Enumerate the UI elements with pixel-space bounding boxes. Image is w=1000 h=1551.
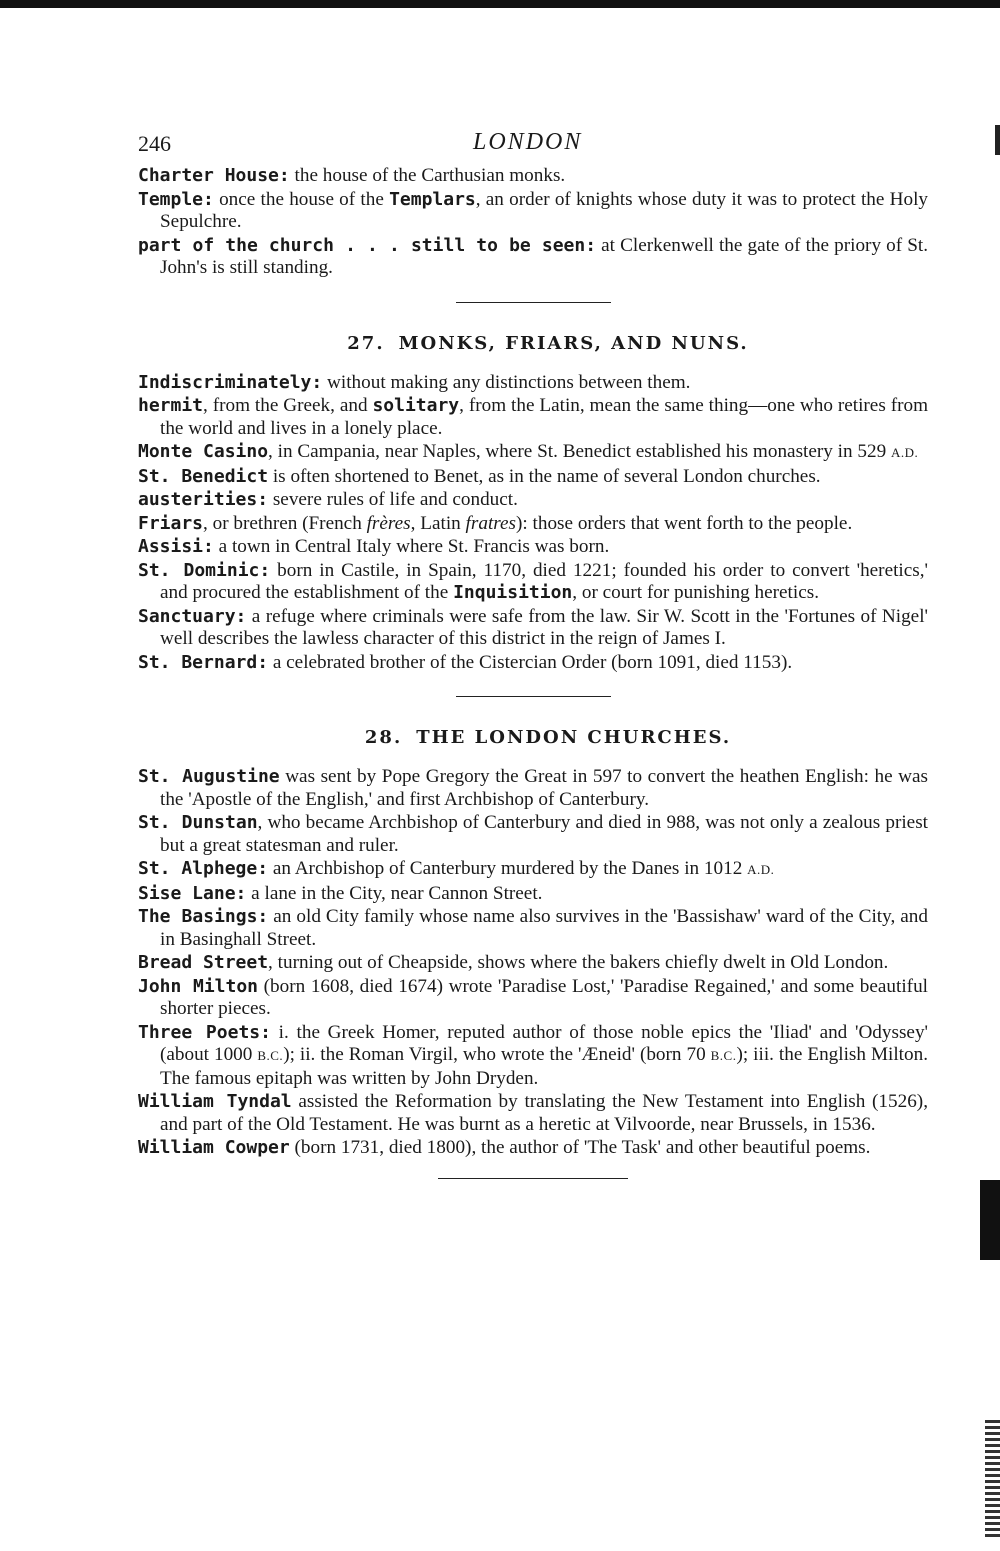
note-entry: St. Dominic: born in Castile, in Spain, 1170, died 1221; founded his order to convert 'heretics,' and procured the establishment of the Inquisition, or court for punishing heretics. (138, 559, 928, 603)
note-entry: Indiscriminately: without making any distinctions between them. (138, 371, 691, 393)
scan-edge-mark (995, 125, 1000, 155)
book-page (138, 125, 928, 1179)
section-divider (456, 696, 611, 697)
notes-continued (138, 165, 928, 280)
page-number: 246 (138, 131, 171, 156)
note-entry: hermit, from the Greek, and solitary, from the Latin, mean the same thing—one who retires from the world and lives in a lonely place. (138, 395, 928, 439)
note-entry: The Basings: an old City family whose name also survives in the 'Bassishaw' ward of the City, and in Basinghall Street. (138, 906, 928, 950)
section-heading: 27. MONKS, FRIARS, AND NUNS. (347, 332, 749, 354)
note-entry: St. Augustine was sent by Pope Gregory the Great in 597 to convert the heathen English: he was the 'Apostle of the English,' and first Archbishop of Canterbury. (138, 766, 928, 810)
note-entry: Temple: once the house of the Templars, an order of knights whose duty it was to protect the Holy Sepulchre. (138, 188, 928, 232)
note-entry: Charter House: the house of the Carthusian monks. (138, 165, 566, 186)
note-entry: St. Bernard: a celebrated brother of the Cistercian Order (born 1091, died 1153). (138, 651, 793, 673)
notes-section-28 (138, 766, 928, 1160)
note-entry: St. Benedict is often shortened to Benet, as in the name of several London churches. (138, 465, 821, 487)
notes-section-27 (138, 372, 928, 675)
note-entry: austerities: severe rules of life and conduct. (138, 489, 518, 510)
note-entry: Monte Casino, in Campania, near Naples, where St. Benedict established his monastery in 529 A.D. (138, 441, 919, 462)
scan-edge-mark (980, 1180, 1000, 1260)
scan-top-edge (0, 0, 1000, 8)
page-header (138, 125, 928, 165)
note-entry: William Cowper (born 1731, died 1800), the author of 'The Task' and other beautiful poems. (138, 1137, 871, 1158)
note-entry: Friars, or brethren (French frères, Latin fratres): those orders that went forth to the people. (138, 512, 853, 534)
running-title: LONDON (473, 129, 583, 155)
note-entry: part of the church . . . still to be seen: at Clerkenwell the gate of the priory of St. John's is still standing. (138, 234, 928, 278)
section-divider (456, 302, 611, 303)
note-entry: Three Poets: i. the Greek Homer, reputed author of those noble epics the 'Iliad' and 'Odyssey' (about 1000 B.C.); ii. the Roman Virgil, who wrote the 'Æneid' (born 70 B.C.); iii. the English Milton. The famous epitaph was written by John Dryden. (138, 1021, 928, 1089)
note-entry: St. Alphege: an Archbishop of Canterbury murdered by the Danes in 1012 A.D. (138, 858, 775, 879)
note-entry: St. Dunstan, who became Archbishop of Canterbury and died in 988, was not only a zealous priest but a great statesman and ruler. (138, 812, 928, 856)
note-entry: Assisi: a town in Central Italy where St. Francis was born. (138, 536, 610, 557)
note-entry: Sise Lane: a lane in the City, near Cannon Street. (138, 882, 543, 904)
note-entry: Bread Street, turning out of Cheapside, shows where the bakers chiefly dwelt in Old London. (138, 952, 889, 973)
note-entry: John Milton (born 1608, died 1674) wrote 'Paradise Lost,' 'Paradise Regained,' and some beautiful shorter pieces. (138, 975, 928, 1019)
section-divider (438, 1178, 628, 1179)
note-entry: William Tyndal assisted the Reformation by translating the New Testament into English (1526), and part of the Old Testament. He was burnt as a heretic at Vilvoorde, near Brussels, in 1536. (138, 1091, 928, 1135)
section-heading: 28. THE LONDON CHURCHES. (364, 727, 732, 748)
note-entry: Sanctuary: a refuge where criminals were safe from the law. Sir W. Scott in the 'Fortunes of Nigel' well describes the lawless character of this district in the reign of James I. (138, 605, 928, 649)
scan-edge-mark (985, 1420, 1000, 1540)
